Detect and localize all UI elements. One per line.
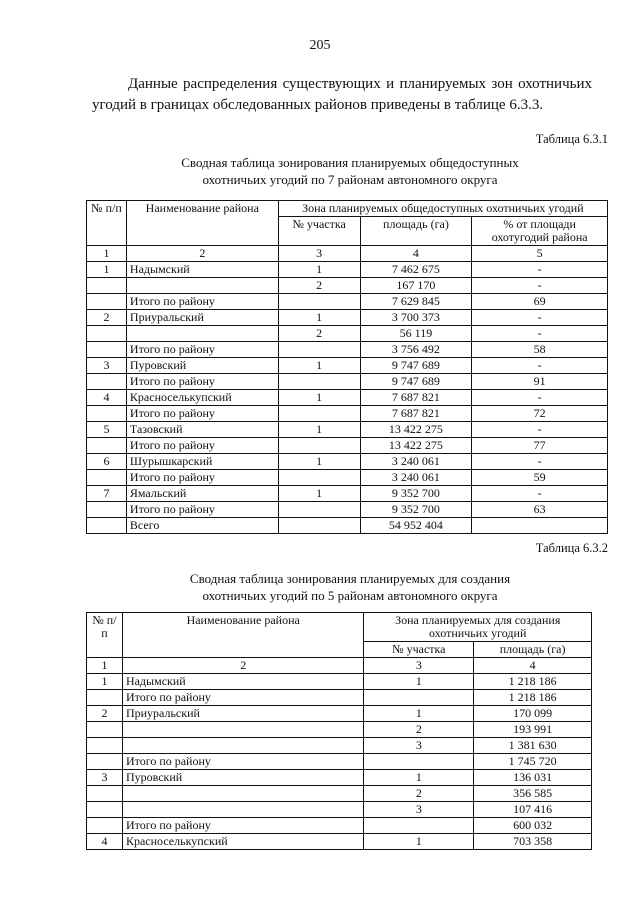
table1-cell-num: 3 xyxy=(87,358,127,374)
table1-cell-num: 5 xyxy=(87,422,127,438)
table2-column-number: 1 xyxy=(87,658,123,674)
table1-cell-area: 9 352 700 xyxy=(360,502,472,518)
table1-cell-percent: 63 xyxy=(472,502,608,518)
table1-cell-area: 9 747 689 xyxy=(360,358,472,374)
table2-cell-area: 1 745 720 xyxy=(474,754,592,770)
table1-cell-district: Пуровский xyxy=(126,358,278,374)
table2-row xyxy=(87,690,592,706)
table1-cell-area: 13 422 275 xyxy=(360,422,472,438)
table2-cell-num: 1 xyxy=(87,674,123,690)
table1-cell-num xyxy=(87,438,127,454)
table1-cell-plot: 1 xyxy=(278,486,360,502)
table2-header-area: площадь (га) xyxy=(474,642,592,658)
table2-cell-plot: 1 xyxy=(364,770,474,786)
table1-cell-num xyxy=(87,518,127,534)
table1-cell-district: Тазовский xyxy=(126,422,278,438)
table2-cell-plot: 1 xyxy=(364,834,474,850)
table1-row xyxy=(87,518,608,534)
table1-column-number: 3 xyxy=(278,246,360,262)
table2-cell-area: 1 218 186 xyxy=(474,690,592,706)
table1-cell-area: 9 352 700 xyxy=(360,486,472,502)
table1-title-line2: охотничьих угодий по 7 районам автономного округа xyxy=(202,172,498,187)
table1-row xyxy=(87,406,608,422)
table2-cell-plot: 3 xyxy=(364,802,474,818)
table1-cell-area: 3 700 373 xyxy=(360,310,472,326)
table1-cell-plot xyxy=(278,342,360,358)
table1-cell-area: 3 240 061 xyxy=(360,470,472,486)
table1-row xyxy=(87,470,608,486)
table1-header-percent: % от площади охотугодий района xyxy=(472,217,608,246)
table1-cell-num: 2 xyxy=(87,310,127,326)
table2-title xyxy=(90,570,610,604)
table1-cell-plot: 1 xyxy=(278,454,360,470)
table1-cell-plot xyxy=(278,502,360,518)
table2-row xyxy=(87,674,592,690)
table1-cell-percent xyxy=(472,518,608,534)
table2-cell-num: 4 xyxy=(87,834,123,850)
table1-cell-percent: - xyxy=(472,422,608,438)
table1-cell-plot xyxy=(278,518,360,534)
table1-cell-percent: - xyxy=(472,262,608,278)
table1-cell-percent: 58 xyxy=(472,342,608,358)
table2-cell-area: 136 031 xyxy=(474,770,592,786)
table2-cell-num xyxy=(87,786,123,802)
table1-cell-percent: - xyxy=(472,390,608,406)
table2-cell-area: 193 991 xyxy=(474,722,592,738)
table2-cell-plot xyxy=(364,690,474,706)
table2-cell-district xyxy=(122,802,364,818)
table2-cell-num: 3 xyxy=(87,770,123,786)
table1-cell-district: Итого по району xyxy=(126,470,278,486)
table1-column-number: 4 xyxy=(360,246,472,262)
table1-cell-plot xyxy=(278,438,360,454)
table1-cell-plot: 2 xyxy=(278,278,360,294)
table2-cell-num xyxy=(87,754,123,770)
table1-cell-area: 3 756 492 xyxy=(360,342,472,358)
table1-cell-num xyxy=(87,342,127,358)
table1 xyxy=(86,200,608,534)
table2-cell-plot: 3 xyxy=(364,738,474,754)
table2-cell-district: Итого по району xyxy=(122,818,364,834)
table2-cell-district: Надымский xyxy=(122,674,364,690)
table2-cell-district: Итого по району xyxy=(122,754,364,770)
table2-row xyxy=(87,818,592,834)
table1-cell-num xyxy=(87,278,127,294)
table1-column-number: 1 xyxy=(87,246,127,262)
table2-cell-area: 1 381 630 xyxy=(474,738,592,754)
table1-cell-percent: 72 xyxy=(472,406,608,422)
table2 xyxy=(86,612,592,850)
table2-column-number: 4 xyxy=(474,658,592,674)
table1-cell-percent: - xyxy=(472,486,608,502)
table1-title-line1: Сводная таблица зонирования планируемых общедоступных xyxy=(181,155,519,170)
table2-title-line2: охотничьих угодий по 5 районам автономного округа xyxy=(202,588,498,603)
table1-cell-percent: 69 xyxy=(472,294,608,310)
table2-cell-plot: 1 xyxy=(364,674,474,690)
table1-cell-num xyxy=(87,374,127,390)
table1-cell-district: Ямальский xyxy=(126,486,278,502)
table2-cell-area: 356 585 xyxy=(474,786,592,802)
table2-header-district: Наименование района xyxy=(122,613,364,658)
intro-text: Данные распределения существующих и планируемых зон охотничьих угодий в границах обследованных районов приведены в таблице 6.3.3. xyxy=(92,76,592,113)
table2-cell-district: Итого по району xyxy=(122,690,364,706)
table2-row xyxy=(87,722,592,738)
table1-row xyxy=(87,262,608,278)
table2-title-line1: Сводная таблица зонирования планируемых для создания xyxy=(189,571,511,586)
table1-header-plot: № участка xyxy=(278,217,360,246)
table1-cell-district: Итого по району xyxy=(126,374,278,390)
table2-column-number: 2 xyxy=(122,658,364,674)
table2-cell-plot xyxy=(364,818,474,834)
table1-cell-district: Приуральский xyxy=(126,310,278,326)
table1-header-area: площадь (га) xyxy=(360,217,472,246)
table1-cell-num: 7 xyxy=(87,486,127,502)
table2-cell-num xyxy=(87,690,123,706)
table1-cell-num: 4 xyxy=(87,390,127,406)
table2-cell-district: Красноселькупский xyxy=(122,834,364,850)
table2-column-numbers xyxy=(87,658,592,674)
table1-cell-district: Шурышкарский xyxy=(126,454,278,470)
table1-cell-percent: 91 xyxy=(472,374,608,390)
table1-cell-percent: - xyxy=(472,278,608,294)
table1-row xyxy=(87,310,608,326)
page-number: 205 xyxy=(309,38,331,53)
table2-row xyxy=(87,738,592,754)
table2-row xyxy=(87,770,592,786)
table2-cell-num: 2 xyxy=(87,706,123,722)
table2-label: Таблица 6.3.2 xyxy=(535,541,608,555)
table1-cell-percent: - xyxy=(472,454,608,470)
table1-cell-plot xyxy=(278,470,360,486)
table1-cell-percent: - xyxy=(472,358,608,374)
table1-cell-area: 7 687 821 xyxy=(360,406,472,422)
table1-cell-area: 56 119 xyxy=(360,326,472,342)
table1-header-num: № п/п xyxy=(87,201,127,246)
table1-row xyxy=(87,502,608,518)
table1-row xyxy=(87,374,608,390)
table1-cell-percent: 77 xyxy=(472,438,608,454)
table1-cell-num xyxy=(87,326,127,342)
table1-cell-area: 9 747 689 xyxy=(360,374,472,390)
table1-cell-district: Итого по району xyxy=(126,294,278,310)
table1-column-number: 5 xyxy=(472,246,608,262)
table2-cell-district: Пуровский xyxy=(122,770,364,786)
table2-column-number: 3 xyxy=(364,658,474,674)
table1-header-district: Наименование района xyxy=(126,201,278,246)
table1-cell-district xyxy=(126,278,278,294)
table1-cell-num xyxy=(87,502,127,518)
table1-column-number: 2 xyxy=(126,246,278,262)
table1-cell-plot: 1 xyxy=(278,390,360,406)
table1-cell-plot xyxy=(278,406,360,422)
table1-column-numbers xyxy=(87,246,608,262)
table1-row xyxy=(87,486,608,502)
table2-row xyxy=(87,706,592,722)
table1-cell-num: 6 xyxy=(87,454,127,470)
table1-row xyxy=(87,342,608,358)
table2-cell-area: 1 218 186 xyxy=(474,674,592,690)
table1-cell-district: Всего xyxy=(126,518,278,534)
table2-cell-district: Приуральский xyxy=(122,706,364,722)
table2-cell-area: 170 099 xyxy=(474,706,592,722)
table1-cell-plot: 1 xyxy=(278,310,360,326)
table1-title xyxy=(90,154,610,188)
table1-cell-area: 7 629 845 xyxy=(360,294,472,310)
table1-cell-district: Красноселькупский xyxy=(126,390,278,406)
table2-header-plot: № участка xyxy=(364,642,474,658)
table2-cell-district xyxy=(122,738,364,754)
table1-row xyxy=(87,294,608,310)
table2-row xyxy=(87,802,592,818)
table2-row xyxy=(87,834,592,850)
table1-row xyxy=(87,358,608,374)
table2-cell-area: 107 416 xyxy=(474,802,592,818)
table1-cell-district: Итого по району xyxy=(126,342,278,358)
table1-row xyxy=(87,326,608,342)
table1-cell-area: 3 240 061 xyxy=(360,454,472,470)
table1-row xyxy=(87,390,608,406)
table1-cell-plot xyxy=(278,374,360,390)
table1-cell-district: Итого по району xyxy=(126,502,278,518)
table2-cell-num xyxy=(87,818,123,834)
intro-paragraph xyxy=(92,74,592,116)
table2-cell-area: 600 032 xyxy=(474,818,592,834)
table1-cell-num: 1 xyxy=(87,262,127,278)
table1-cell-plot: 1 xyxy=(278,262,360,278)
table1-header-zone: Зона планируемых общедоступных охотничьих угодий xyxy=(278,201,607,217)
table1-cell-area: 7 462 675 xyxy=(360,262,472,278)
table2-cell-plot: 1 xyxy=(364,706,474,722)
table1-cell-num xyxy=(87,470,127,486)
table2-cell-district xyxy=(122,786,364,802)
table2-cell-plot: 2 xyxy=(364,722,474,738)
table1-row xyxy=(87,422,608,438)
table2-header-zone: Зона планируемых для создания охотничьих угодий xyxy=(364,613,592,642)
table2-header-num: № п/п xyxy=(87,613,123,658)
table2-cell-plot xyxy=(364,754,474,770)
table1-row xyxy=(87,438,608,454)
table1-cell-percent: - xyxy=(472,310,608,326)
table1-row xyxy=(87,278,608,294)
table2-cell-num xyxy=(87,738,123,754)
table1-cell-area: 54 952 404 xyxy=(360,518,472,534)
table1-cell-area: 7 687 821 xyxy=(360,390,472,406)
table1-row xyxy=(87,454,608,470)
table2-cell-num xyxy=(87,722,123,738)
table1-cell-num xyxy=(87,294,127,310)
table1-cell-district xyxy=(126,326,278,342)
table2-cell-plot: 2 xyxy=(364,786,474,802)
table1-cell-area: 13 422 275 xyxy=(360,438,472,454)
table1-cell-percent: - xyxy=(472,326,608,342)
table2-cell-district xyxy=(122,722,364,738)
table1-cell-plot: 1 xyxy=(278,422,360,438)
table2-row xyxy=(87,786,592,802)
table1-cell-plot xyxy=(278,294,360,310)
table1-cell-percent: 59 xyxy=(472,470,608,486)
table1-label: Таблица 6.3.1 xyxy=(535,132,608,146)
table1-cell-plot: 1 xyxy=(278,358,360,374)
table1-cell-district: Надымский xyxy=(126,262,278,278)
table2-row xyxy=(87,754,592,770)
table1-cell-district: Итого по району xyxy=(126,438,278,454)
table2-cell-area: 703 358 xyxy=(474,834,592,850)
table1-cell-district: Итого по району xyxy=(126,406,278,422)
table1-cell-area: 167 170 xyxy=(360,278,472,294)
table1-cell-num xyxy=(87,406,127,422)
table1-cell-plot: 2 xyxy=(278,326,360,342)
table2-cell-num xyxy=(87,802,123,818)
